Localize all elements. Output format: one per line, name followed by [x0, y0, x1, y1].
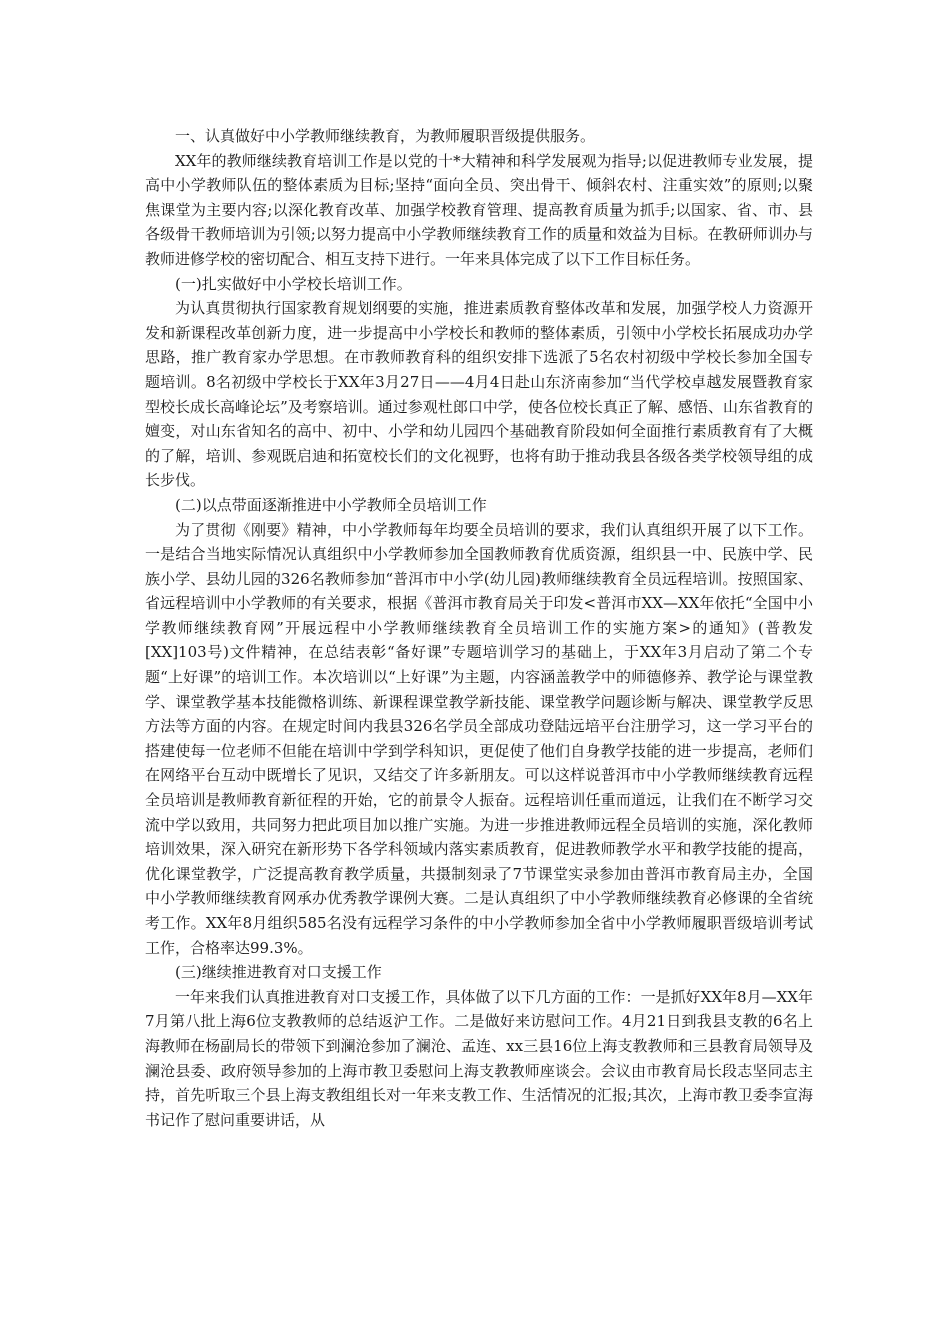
paragraph: XX年的教师继续教育培训工作是以党的十*大精神和科学发展观为指导;以促进教师专业发展，提高中小学教师队伍的整体素质为目标;坚持“面向全员、突出骨干、倾斜农村、注重实效”的原则;以聚焦课堂为主要内容;以深化教育改革、加强学校教育管理、提高教育质量为抓手;以国家、省、市、县各级骨干教师培训为引领;以努力提高中小学教师继续教育工作的质量和效益为目标。在教研师训办与教师进修学校的密切配合、相互支持下进行。一年来具体完成了以下工作目标任务。: [145, 151, 813, 268]
subsection-heading: (二)以点带面逐渐推进中小学教师全员培训工作: [175, 495, 487, 514]
document-body: [145, 124, 813, 1132]
subsection-heading: (一)扎实做好中小学校长培训工作。: [175, 274, 412, 293]
paragraph: 为认真贯彻执行国家教育规划纲要的实施，推进素质教育整体改革和发展，加强学校人力资源开发和新课程改革创新力度，进一步提高中小学校长和教师的整体素质，引领中小学校长拓展成功办学思路，推广教育家办学思想。在市教师教育科的组织安排下选派了5名农村初级中学校长参加全国专题培训。8名初级中学校长于XX年3月27日——4月4日赴山东济南参加“当代学校卓越发展暨教育家型校长成长高峰论坛”及考察培训。通过参观杜郎口中学，使各位校长真正了解、感悟、山东省教育的嬗变，对山东省知名的高中、初中、小学和幼儿园四个基础教育阶段如何全面推行素质教育有了大概的了解，培训、参观既启迪和拓宽校长们的文化视野，也将有助于推动我县各级各类学校领导组的成长步伐。: [145, 299, 813, 490]
subsection-heading: (三)继续推进教育对口支援工作: [175, 963, 382, 982]
paragraph: 一年来我们认真推进教育对口支援工作，具体做了以下几方面的工作：一是抓好XX年8月—XX年7月第八批上海6位支教教师的总结返沪工作。二是做好来访慰问工作。4月21日到我县支教的6名上海教师在杨副局长的带领下到澜沧参加了澜沧、孟连、xx三县16位上海支教教师和三县教育局领导及澜沧县委、政府领导参加的上海市教卫委慰问上海支教教师座谈会。会议由市教育局长段志坚同志主持，首先听取三个县上海支教组组长对一年来支教工作、生活情况的汇报;其次，上海市教卫委李宣海书记作了慰问重要讲话，从: [145, 987, 813, 1129]
paragraph: 为了贯彻《刚要》精神，中小学教师每年均要全员培训的要求，我们认真组织开展了以下工作。一是结合当地实际情况认真组织中小学教师参加全国教师教育优质资源，组织县一中、民族中学、民族小学、县幼儿园的326名教师参加“普洱市中小学(幼儿园)教师继续教育全员远程培训。按照国家、省远程培训中小学教师的有关要求，根据《普洱市教育局关于印发<普洱市XX—XX年依托“全国中小学教师继续教育网”开展远程中小学教师继续教育全员培训工作的实施方案>的通知》(普教发[XX]103号)文件精神，在总结表彰“备好课”专题培训学习的基础上，于XX年3月启动了第二个专题“上好课”的培训工作。本次培训以“上好课”为主题，内容涵盖教学中的师德修养、教学论与课堂教学、课堂教学基本技能微格训练、新课程课堂教学新技能、课堂教学问题诊断与解决、课堂教学反思方法等方面的内容。在规定时间内我县326名学员全部成功登陆远培平台注册学习，这一学习平台的搭建使每一位老师不但能在培训中学到学科知识，更促使了他们自身教学技能的进一步提高，老师们在网络平台互动中既增长了见识，又结交了许多新朋友。可以这样说普洱市中小学教师继续教育远程全员培训是教师教育新征程的开始，它的前景令人振奋。远程培训任重而道远，让我们在不断学习交流中学以致用，共同努力把此项目加以推广实施。为进一步推进教师远程全员培训的实施，深化教师培训效果，深入研究在新形势下各学科领域内落实素质教育，促进教师教学水平和教学技能的提高，优化课堂教学，广泛提高教育教学质量，共摄制刻录了7节课堂实录参加由普洱市教育局主办，全国中小学教师继续教育网承办优秀教学课例大赛。二是认真组织了中小学教师继续教育必修课的全省统考工作。XX年8月组织585名没有远程学习条件的中小学教师参加全省中小学教师履职晋级培训考试工作，合格率达99.3%。: [145, 520, 813, 957]
section-heading: 一、认真做好中小学教师继续教育，为教师履职晋级提供服务。: [175, 127, 596, 145]
